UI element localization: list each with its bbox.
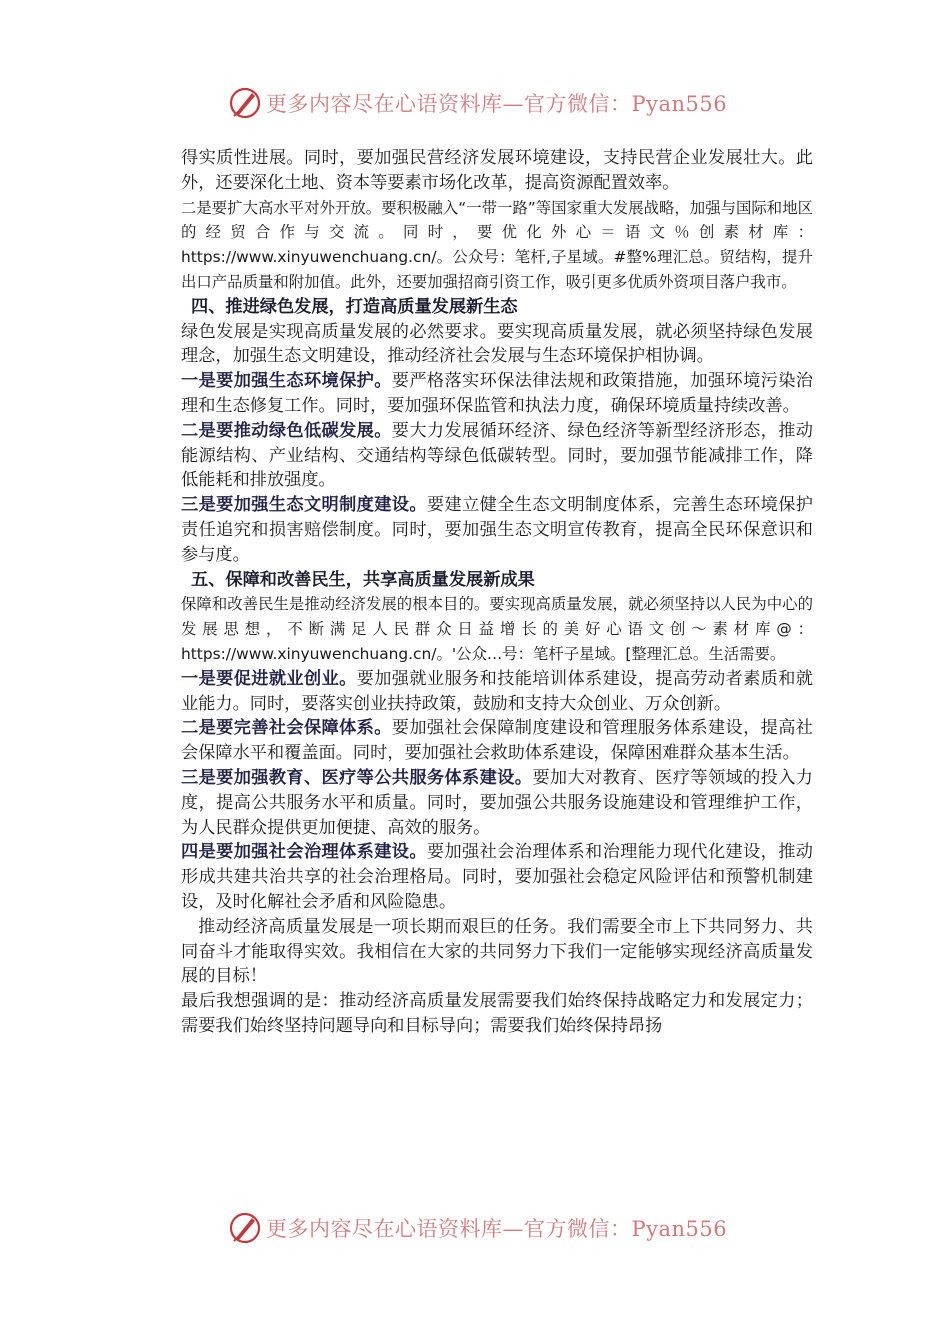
paragraph-text: 要加强就业服务和技能培训体系建设，提高劳动者素质和就业能力。同时，要落实创业扶持政策，鼓励和支持大众创业、万众创新。 [181,668,813,714]
paragraph [181,667,813,717]
quill-pen-icon [228,1211,262,1245]
paragraph [181,840,813,914]
paragraph [181,419,813,493]
paragraph: 推动经济高质量发展是一项长期而艰巨的任务。我们需要全市上下共同努力、共同奋斗才能取得实效。我相信在大家的共同努力下我们一定能够实现经济高质量发展的目标！ [181,916,813,987]
paragraph-lead: 四是要加强社会治理体系建设。 [181,842,427,863]
paragraph-text: 要加大对教育、医疗等领域的投入力度，提高公共服务水平和质量。同时，要加强公共服务设施建设和管理维护工作，为人民群众提供更加便捷、高效的服务。 [181,767,813,838]
paragraph [181,493,813,567]
paragraph-lead: 二是要完善社会保障体系。 [181,718,392,739]
paragraph-text: 要大力发展循环经济、绿色经济等新型经济形态，推动能源结构、产业结构、交通结构等绿色低碳转型。同时，要加强节能减排工作，降低能耗和排放强度。 [181,420,813,491]
paragraph-lead: 一是要加强生态环境保护。 [181,371,392,392]
paragraph-text: 要建立健全生态文明制度体系，完善生态环境保护责任追究和损害赔偿制度。同时，要加强生态文明宣传教育，提高全民环保意识和参与度。 [181,495,813,565]
section-heading: 四、推进绿色发展，打造高质量发展新生态 [191,296,518,317]
section-heading: 五、保障和改善民生，共享高质量发展新成果 [191,569,535,590]
paragraph-lead: 三是要加强教育、医疗等公共服务体系建设。 [181,767,533,788]
paragraph-text: 要加强社会保障制度建设和管理服务体系建设，提高社会保障水平和覆盖面。同时，要加强社会救助体系建设，保障困难群众基本生活。 [181,718,813,764]
footer-banner-text: 更多内容尽在心语资料库—官方微信：Pyan556 [266,1217,728,1241]
header-banner [228,83,748,123]
paragraph [181,369,813,419]
header-banner-text: 更多内容尽在心语资料库—官方微信：Pyan556 [266,92,728,116]
paragraph: 得实质性进展。同时，要加强民营经济发展环境建设，支持民营企业发展壮大。此外，还要深化土地、资本等要素市场化改革，提高资源配置效率。 [181,148,813,193]
paragraph-text: 要严格落实环保法律法规和政策措施，加强环境污染治理和生态修复工作。同时，要加强环保监管和执法力度，确保环境质量持续改善。 [181,371,813,416]
document-body [181,146,813,1039]
paragraph: 最后我想强调的是：推动经济高质量发展需要我们始终保持战略定力和发展定力；需要我们始终坚持问题导向和目标导向；需要我们始终保持昂扬 [181,991,813,1036]
paragraph [181,766,813,840]
paragraph: 二是要扩大高水平对外开放。要积极融入“一带一路”等国家重大发展战略，加强与国际和地区的经贸合作与交流。同时，要优化外心＝语文％创素材库：https://www.xinyuwenchuang.cn/。公众号：笔杆,子星域。#整%理汇总。贸结构，提升出口产品质量和附加值。此外，还要加强招商引资工作，吸引更多优质外资项目落户我市。 [181,198,813,291]
paragraph: 保障和改善民生是推动经济发展的根本目的。要实现高质量发展，就必须坚持以人民为中心的发展思想，不断满足人民群众日益增长的美好心语文创～素材库@：https://www.xinyuwenchuang.cn/。'公众…号：笔杆子星域。[整理汇总。生活需要。 [181,595,813,663]
paragraph: 绿色发展是实现高质量发展的必然要求。要实现高质量发展，就必须坚持绿色发展理念，加强生态文明建设，推动经济社会发展与生态环境保护相协调。 [181,321,813,367]
paragraph [181,716,813,766]
footer-banner [228,1208,748,1248]
paragraph-lead: 一是要促进就业创业。 [181,668,357,689]
paragraph-lead: 二是要推动绿色低碳发展。 [181,420,392,441]
paragraph-text: 要加强社会治理体系和治理能力现代化建设，推动形成共建共治共享的社会治理格局。同时，要加强社会稳定风险评估和预警机制建设，及时化解社会矛盾和风险隐患。 [181,842,813,912]
quill-pen-icon [228,86,262,120]
paragraph-lead: 三是要加强生态文明制度建设。 [181,495,427,516]
